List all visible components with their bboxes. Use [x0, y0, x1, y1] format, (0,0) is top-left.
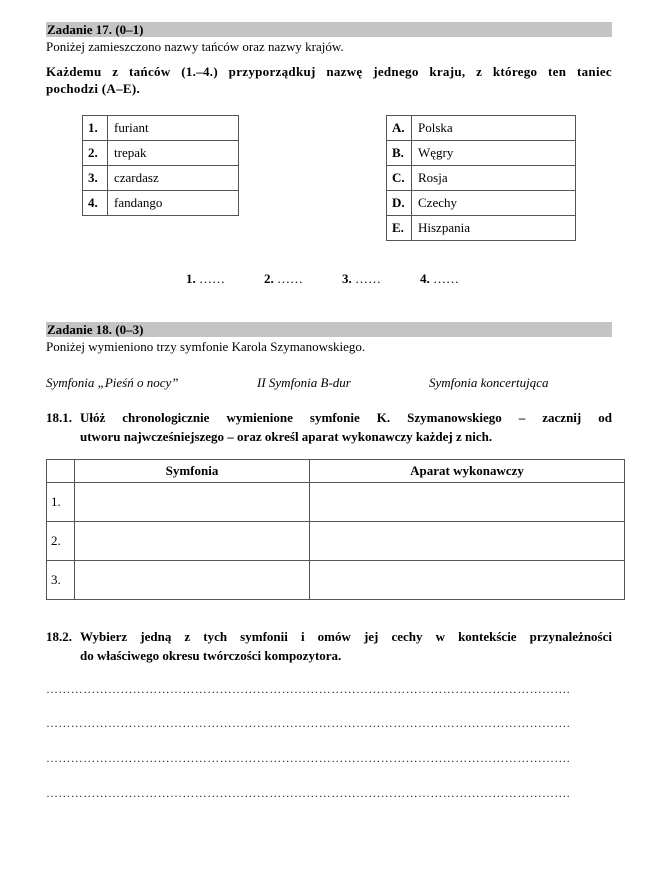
dance-row: [83, 191, 239, 216]
question-label: 18.1.: [46, 410, 72, 425]
country-row: [387, 116, 576, 141]
task17-header: Zadanie 17. (0–1): [46, 22, 612, 37]
country-name: Polska: [412, 116, 576, 141]
ensemble-cell[interactable]: [310, 522, 625, 561]
country-letter: B.: [387, 141, 412, 166]
answer-blank[interactable]: ……: [433, 271, 459, 286]
question-text-line2: do właściwego okresu twórczości kompozytora.: [80, 648, 342, 663]
answer-blank[interactable]: ……: [277, 271, 303, 286]
table-row: [47, 522, 625, 561]
dance-number: 1.: [83, 116, 108, 141]
country-name: Węgry: [412, 141, 576, 166]
question-text-line1: Wybierz jedną z tych symfonii i omów jej cechy w kontekście przynależności: [80, 629, 612, 644]
symphony-cell[interactable]: [75, 522, 310, 561]
country-letter: D.: [387, 191, 412, 216]
country-letter: A.: [387, 116, 412, 141]
task17-instruction-line1: Każdemu z tańców (1.–4.) przyporządkuj nazwę jednego kraju, z którego ten taniec: [46, 64, 612, 79]
symphony-table: [46, 459, 625, 600]
question-text-line2: utworu najwcześniejszego – oraz określ aparat wykonawczy każdej z nich.: [80, 429, 493, 444]
country-letter: E.: [387, 216, 412, 241]
country-name: Rosja: [412, 166, 576, 191]
country-row: [387, 166, 576, 191]
answer-blank[interactable]: ……: [199, 271, 225, 286]
question-18-2: [46, 627, 612, 667]
ensemble-cell[interactable]: [310, 483, 625, 522]
dance-number: 4.: [83, 191, 108, 216]
ensemble-cell[interactable]: [310, 561, 625, 600]
question-18-1: [46, 408, 612, 448]
dance-row: [83, 116, 239, 141]
question-label: 18.2.: [46, 629, 72, 644]
answer-line[interactable]: ……………………………………………………………………………………………………………….: [46, 751, 571, 765]
table-header-row: [47, 460, 625, 483]
answer-number: 1.: [186, 271, 196, 286]
symphony-item: Symfonia koncertująca: [429, 375, 549, 390]
dance-number: 3.: [83, 166, 108, 191]
table-row: [47, 483, 625, 522]
countries-table: [386, 115, 576, 241]
country-letter: C.: [387, 166, 412, 191]
task17-instruction-line2: pochodzi (A–E).: [46, 81, 141, 96]
table-header-blank: [47, 460, 75, 483]
country-row: [387, 141, 576, 166]
symphony-cell[interactable]: [75, 561, 310, 600]
dance-row: [83, 141, 239, 166]
dance-number: 2.: [83, 141, 108, 166]
dance-name: furiant: [108, 116, 239, 141]
table-row: [47, 561, 625, 600]
country-row: [387, 191, 576, 216]
table-header-ensemble: Aparat wykonawczy: [310, 460, 625, 483]
country-name: Hiszpania: [412, 216, 576, 241]
answer-blank[interactable]: ……: [355, 271, 381, 286]
row-number: 2.: [47, 522, 75, 561]
task18-intro: Poniżej wymieniono trzy symfonie Karola Szymanowskiego.: [46, 339, 366, 354]
symphony-cell[interactable]: [75, 483, 310, 522]
dance-row: [83, 166, 239, 191]
answer-line[interactable]: ……………………………………………………………………………………………………………….: [46, 716, 571, 730]
symphony-item: Symfonia „Pieśń o nocy”: [46, 375, 179, 390]
table-header-symphony: Symfonia: [75, 460, 310, 483]
row-number: 1.: [47, 483, 75, 522]
dance-name: fandango: [108, 191, 239, 216]
dance-name: trepak: [108, 141, 239, 166]
answer-line[interactable]: ……………………………………………………………………………………………………………….: [46, 786, 571, 800]
answer-number: 4.: [420, 271, 430, 286]
dances-table: [82, 115, 239, 216]
symphony-item: II Symfonia B-dur: [257, 375, 351, 390]
answer-number: 2.: [264, 271, 274, 286]
row-number: 3.: [47, 561, 75, 600]
answer-line[interactable]: ……………………………………………………………………………………………………………….: [46, 682, 571, 696]
task17-intro: Poniżej zamieszczono nazwy tańców oraz nazwy krajów.: [46, 39, 344, 54]
task18-header: Zadanie 18. (0–3): [46, 322, 612, 337]
answer-blanks: [186, 271, 459, 287]
dance-name: czardasz: [108, 166, 239, 191]
country-name: Czechy: [412, 191, 576, 216]
question-text-line1: Ułóż chronologicznie wymienione symfonie K. Szymanowskiego – zacznij od: [80, 410, 612, 425]
country-row: [387, 216, 576, 241]
answer-number: 3.: [342, 271, 352, 286]
